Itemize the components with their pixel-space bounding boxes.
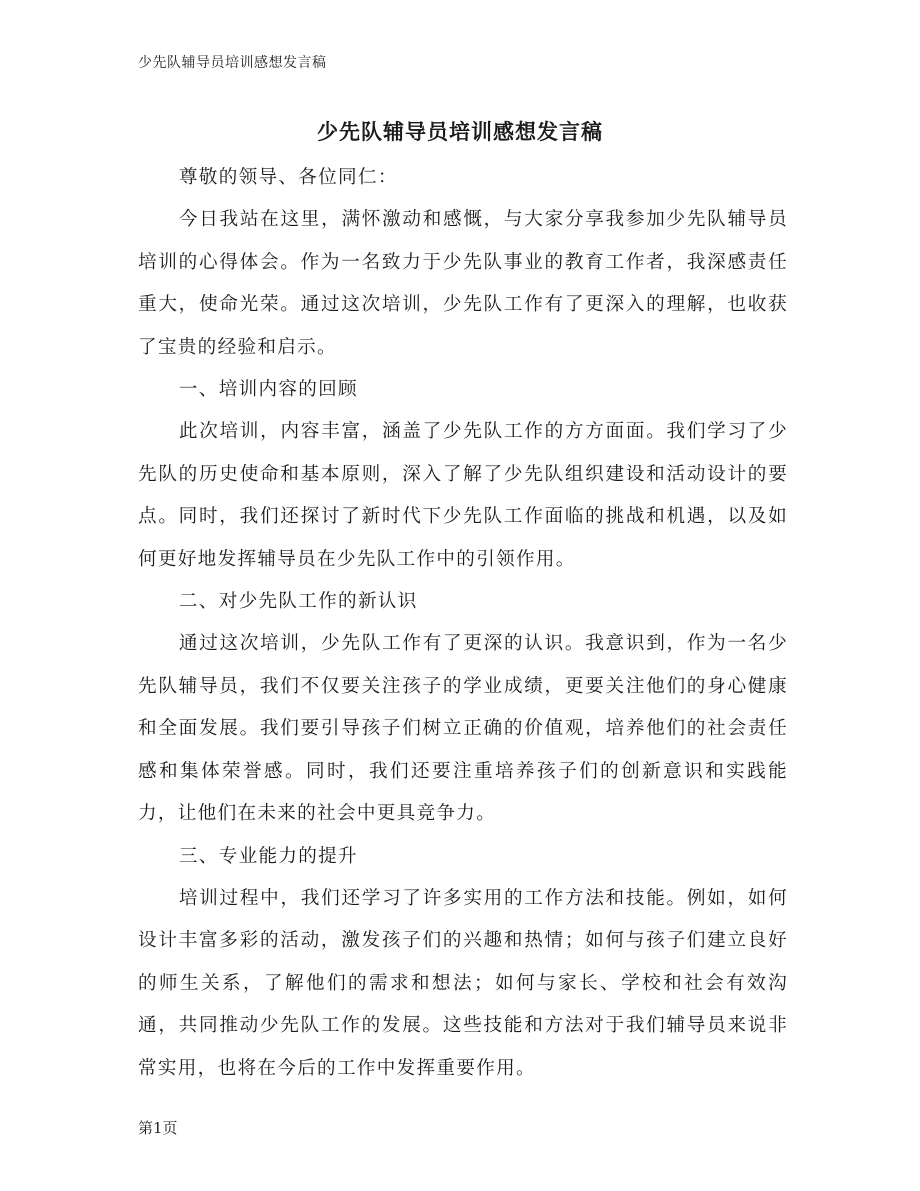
paragraph-new-understanding: 通过这次培训，少先队工作有了更深的认识。我意识到，作为一名少先队辅导员，我们不仅要关注孩子的学业成绩，更要关注他们的身心健康和全面发展。我们要引导孩子们树立正确的价值观，培养他们的社会责任感和集体荣誉感。同时，我们还要注重培养孩子们的创新意识和实践能力，让他们在未来的社会中更具竞争力。 — [138, 633, 788, 825]
section-heading-review: 一、培训内容的回顾 — [178, 379, 358, 401]
document-body — [138, 157, 788, 1090]
document-title: 少先队辅导员培训感想发言稿 — [317, 119, 603, 144]
paragraph-intro: 今日我站在这里，满怀激动和感慨，与大家分享我参加少先队辅导员培训的心得体会。作为一名致力于少先队事业的教育工作者，我深感责任重大，使命光荣。通过这次培训，少先队工作有了更深入的理解，也收获了宝贵的经验和启示。 — [138, 209, 788, 358]
paragraph-review: 此次培训，内容丰富，涵盖了少先队工作的方方面面。我们学习了少先队的历史使命和基本原则，深入了解了少先队组织建设和活动设计的要点。同时，我们还探讨了新时代下少先队工作面临的挑战和机遇，以及如何更好地发挥辅导员在少先队工作中的引领作用。 — [138, 421, 788, 570]
section-heading-new-understanding: 二、对少先队工作的新认识 — [178, 591, 418, 613]
section-heading-skills: 三、专业能力的提升 — [178, 845, 358, 867]
salutation: 尊敬的领导、各位同仁： — [178, 167, 398, 188]
paragraph-skills: 培训过程中，我们还学习了许多实用的工作方法和技能。例如，如何设计丰富多彩的活动，激发孩子们的兴趣和热情；如何与孩子们建立良好的师生关系，了解他们的需求和想法；如何与家长、学校和社会有效沟通，共同推动少先队工作的发展。这些技能和方法对于我们辅导员来说非常实用，也将在今后的工作中发挥重要作用。 — [138, 887, 788, 1079]
running-header: 少先队辅导员培训感想发言稿 — [138, 55, 327, 71]
page-number: 第1页 — [138, 1119, 178, 1137]
